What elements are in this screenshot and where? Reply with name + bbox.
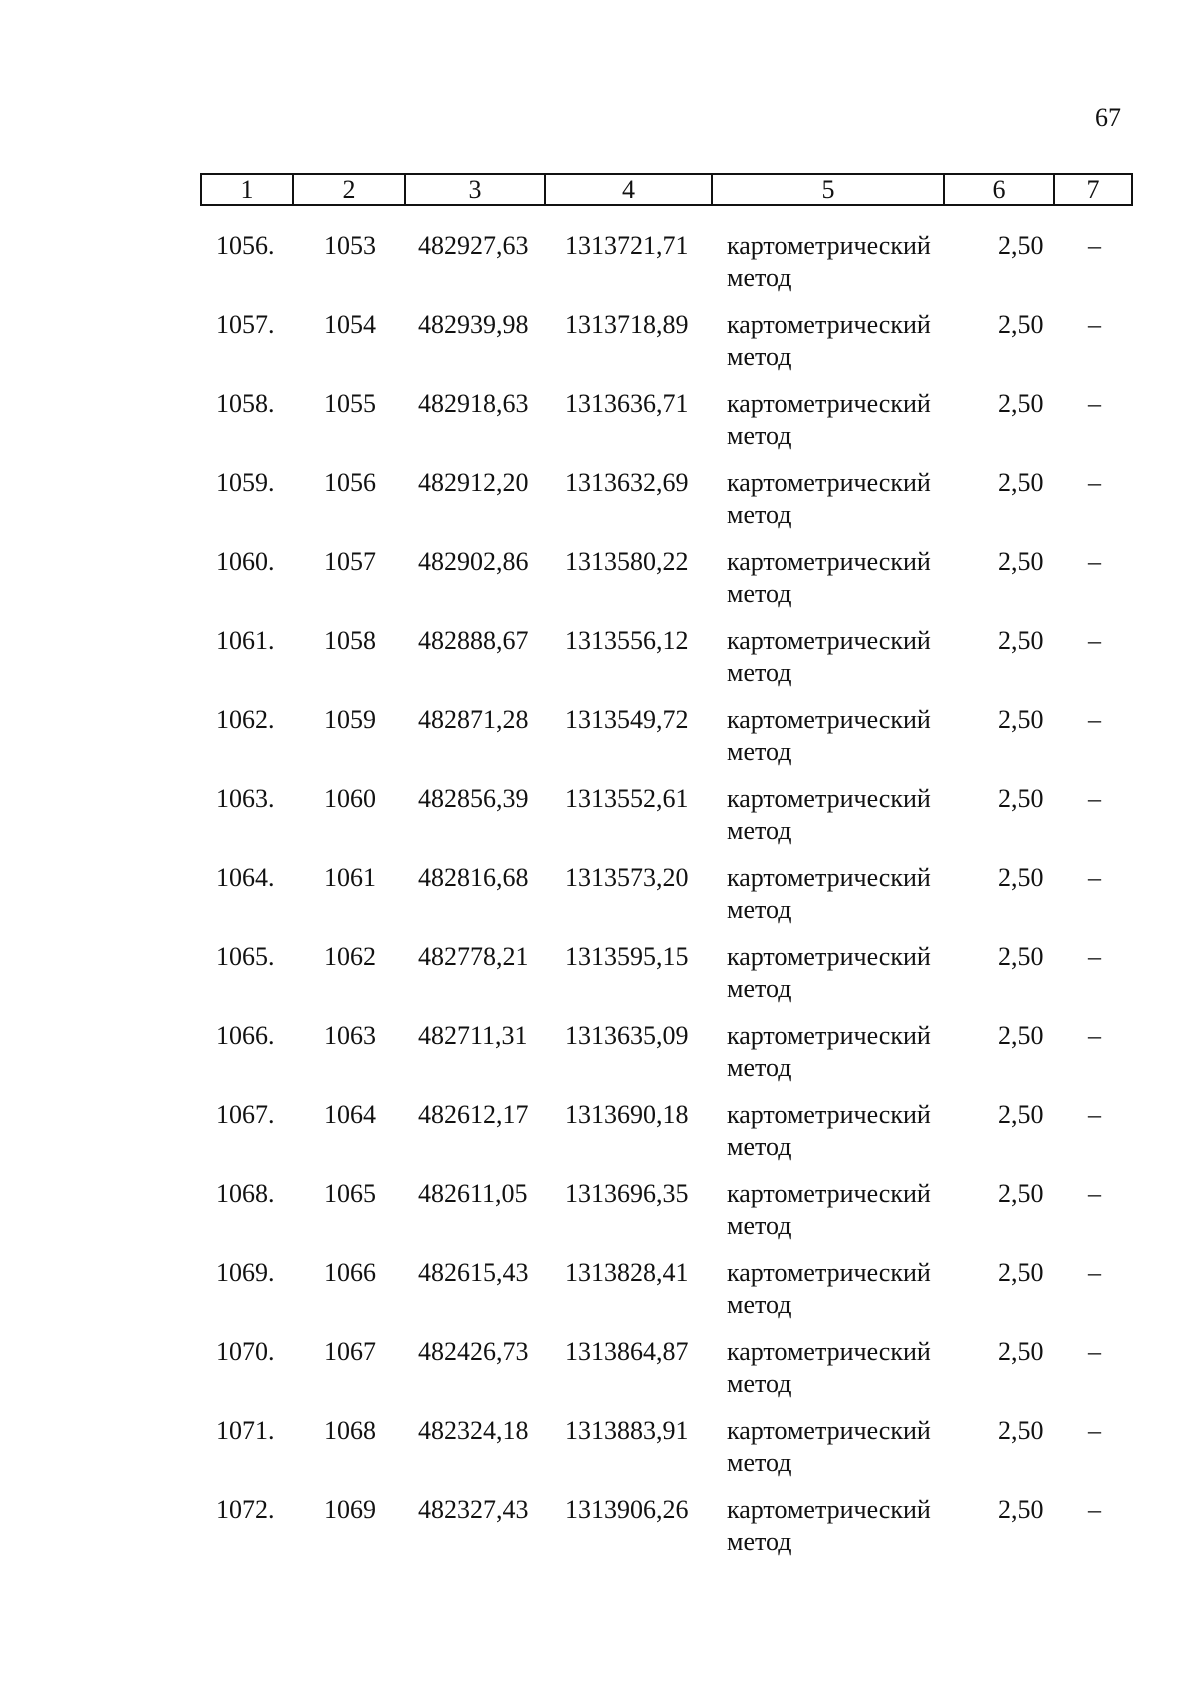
coordinate-x: 482888,67: [418, 626, 529, 655]
coordinate-x: 482902,86: [418, 547, 529, 576]
error-value: 2,50: [998, 626, 1044, 655]
method-line-1: картометрический: [727, 1021, 931, 1050]
table-row: [200, 1336, 1131, 1415]
coordinate-x: 482918,63: [418, 389, 529, 418]
point-number: 1059: [324, 705, 376, 734]
coordinate-y: 1313632,69: [565, 468, 689, 497]
table-row: [200, 1257, 1131, 1336]
coordinate-x: 482778,21: [418, 942, 529, 971]
error-value: 2,50: [998, 784, 1044, 813]
row-number: 1058.: [216, 389, 275, 418]
method-cell: [727, 941, 931, 1005]
point-number: 1053: [324, 231, 376, 260]
note-dash: –: [1088, 389, 1101, 418]
method-line-1: картометрический: [727, 705, 931, 734]
error-value: 2,50: [998, 1416, 1044, 1445]
point-number: 1067: [324, 1337, 376, 1366]
table-row: [200, 625, 1131, 704]
table-row: [200, 704, 1131, 783]
coordinate-y: 1313573,20: [565, 863, 689, 892]
method-line-1: картометрический: [727, 310, 931, 339]
note-dash: –: [1088, 1416, 1101, 1445]
coordinate-x: 482327,43: [418, 1495, 529, 1524]
point-number: 1068: [324, 1416, 376, 1445]
coordinate-y: 1313635,09: [565, 1021, 689, 1050]
row-number: 1059.: [216, 468, 275, 497]
coordinate-x: 482816,68: [418, 863, 529, 892]
coordinate-y: 1313556,12: [565, 626, 689, 655]
coordinate-x: 482856,39: [418, 784, 529, 813]
method-cell: [727, 1336, 931, 1400]
method-line-2: метод: [727, 500, 792, 529]
note-dash: –: [1088, 310, 1101, 339]
coordinate-y: 1313552,61: [565, 784, 689, 813]
method-cell: [727, 309, 931, 373]
table-row: [200, 1494, 1131, 1573]
method-cell: [727, 230, 931, 294]
method-line-2: метод: [727, 1211, 792, 1240]
method-cell: [727, 1494, 931, 1558]
method-line-2: метод: [727, 1053, 792, 1082]
note-dash: –: [1088, 1337, 1101, 1366]
row-number: 1065.: [216, 942, 275, 971]
coordinate-y: 1313580,22: [565, 547, 689, 576]
method-line-1: картометрический: [727, 1179, 931, 1208]
method-line-2: метод: [727, 1448, 792, 1477]
method-cell: [727, 704, 931, 768]
method-cell: [727, 546, 931, 610]
note-dash: –: [1088, 942, 1101, 971]
method-cell: [727, 1099, 931, 1163]
error-value: 2,50: [998, 863, 1044, 892]
point-number: 1055: [324, 389, 376, 418]
row-number: 1062.: [216, 705, 275, 734]
coordinate-x: 482871,28: [418, 705, 529, 734]
coordinate-y: 1313883,91: [565, 1416, 689, 1445]
row-number: 1064.: [216, 863, 275, 892]
row-number: 1071.: [216, 1416, 275, 1445]
note-dash: –: [1088, 1100, 1101, 1129]
column-header-row: [201, 174, 1132, 205]
table-row: [200, 309, 1131, 388]
error-value: 2,50: [998, 1100, 1044, 1129]
error-value: 2,50: [998, 1179, 1044, 1208]
coordinate-y: 1313721,71: [565, 231, 689, 260]
method-line-1: картометрический: [727, 547, 931, 576]
point-number: 1065: [324, 1179, 376, 1208]
error-value: 2,50: [998, 1495, 1044, 1524]
method-line-2: метод: [727, 974, 792, 1003]
error-value: 2,50: [998, 468, 1044, 497]
method-cell: [727, 388, 931, 452]
row-number: 1061.: [216, 626, 275, 655]
method-line-2: метод: [727, 658, 792, 687]
method-cell: [727, 1020, 931, 1084]
coordinate-y: 1313595,15: [565, 942, 689, 971]
method-line-1: картометрический: [727, 1100, 931, 1129]
method-cell: [727, 467, 931, 531]
coordinates-table-body: [200, 230, 1131, 1573]
table-row: [200, 1415, 1131, 1494]
row-number: 1066.: [216, 1021, 275, 1050]
error-value: 2,50: [998, 705, 1044, 734]
coordinate-x: 482912,20: [418, 468, 529, 497]
note-dash: –: [1088, 784, 1101, 813]
method-line-2: метод: [727, 579, 792, 608]
row-number: 1063.: [216, 784, 275, 813]
method-cell: [727, 1178, 931, 1242]
column-header-2: 2: [293, 174, 405, 205]
method-cell: [727, 783, 931, 847]
row-number: 1056.: [216, 231, 275, 260]
note-dash: –: [1088, 705, 1101, 734]
error-value: 2,50: [998, 547, 1044, 576]
column-header-3: 3: [405, 174, 545, 205]
table-row: [200, 862, 1131, 941]
point-number: 1058: [324, 626, 376, 655]
error-value: 2,50: [998, 1337, 1044, 1366]
error-value: 2,50: [998, 1258, 1044, 1287]
method-line-1: картометрический: [727, 1495, 931, 1524]
method-line-2: метод: [727, 1132, 792, 1161]
coordinate-x: 482615,43: [418, 1258, 529, 1287]
method-cell: [727, 625, 931, 689]
column-header-6: 6: [944, 174, 1054, 205]
row-number: 1072.: [216, 1495, 275, 1524]
method-cell: [727, 1415, 931, 1479]
method-line-1: картометрический: [727, 626, 931, 655]
method-line-1: картометрический: [727, 863, 931, 892]
method-line-2: метод: [727, 1290, 792, 1319]
error-value: 2,50: [998, 389, 1044, 418]
method-line-2: метод: [727, 737, 792, 766]
table-row: [200, 1178, 1131, 1257]
table-row: [200, 546, 1131, 625]
table-row: [200, 941, 1131, 1020]
coordinate-x: 482611,05: [418, 1179, 528, 1208]
row-number: 1070.: [216, 1337, 275, 1366]
row-number: 1057.: [216, 310, 275, 339]
coordinate-y: 1313549,72: [565, 705, 689, 734]
column-header-1: 1: [201, 174, 293, 205]
method-line-2: метод: [727, 816, 792, 845]
row-number: 1068.: [216, 1179, 275, 1208]
coordinate-x: 482939,98: [418, 310, 529, 339]
row-number: 1060.: [216, 547, 275, 576]
point-number: 1062: [324, 942, 376, 971]
coordinate-x: 482711,31: [418, 1021, 528, 1050]
note-dash: –: [1088, 231, 1101, 260]
table-row: [200, 467, 1131, 546]
method-cell: [727, 1257, 931, 1321]
error-value: 2,50: [998, 1021, 1044, 1050]
coordinate-y: 1313636,71: [565, 389, 689, 418]
method-line-1: картометрический: [727, 1416, 931, 1445]
note-dash: –: [1088, 1179, 1101, 1208]
coordinate-x: 482927,63: [418, 231, 529, 260]
note-dash: –: [1088, 626, 1101, 655]
point-number: 1064: [324, 1100, 376, 1129]
error-value: 2,50: [998, 942, 1044, 971]
point-number: 1057: [324, 547, 376, 576]
note-dash: –: [1088, 547, 1101, 576]
method-line-1: картометрический: [727, 942, 931, 971]
coordinate-x: 482612,17: [418, 1100, 529, 1129]
table-row: [200, 783, 1131, 862]
table-row: [200, 1020, 1131, 1099]
point-number: 1069: [324, 1495, 376, 1524]
column-header-4: 4: [545, 174, 712, 205]
note-dash: –: [1088, 468, 1101, 497]
column-header-7: 7: [1054, 174, 1132, 205]
method-line-2: метод: [727, 342, 792, 371]
table-row: [200, 1099, 1131, 1178]
error-value: 2,50: [998, 310, 1044, 339]
point-number: 1060: [324, 784, 376, 813]
coordinate-y: 1313864,87: [565, 1337, 689, 1366]
coordinate-y: 1313906,26: [565, 1495, 689, 1524]
note-dash: –: [1088, 1021, 1101, 1050]
method-line-1: картометрический: [727, 784, 931, 813]
note-dash: –: [1088, 863, 1101, 892]
method-line-1: картометрический: [727, 1337, 931, 1366]
method-line-2: метод: [727, 1369, 792, 1398]
method-line-2: метод: [727, 895, 792, 924]
method-cell: [727, 862, 931, 926]
note-dash: –: [1088, 1495, 1101, 1524]
point-number: 1061: [324, 863, 376, 892]
method-line-1: картометрический: [727, 468, 931, 497]
point-number: 1063: [324, 1021, 376, 1050]
point-number: 1066: [324, 1258, 376, 1287]
error-value: 2,50: [998, 231, 1044, 260]
note-dash: –: [1088, 1258, 1101, 1287]
column-header-table: [200, 173, 1133, 206]
coordinate-x: 482324,18: [418, 1416, 529, 1445]
coordinate-y: 1313828,41: [565, 1258, 689, 1287]
row-number: 1069.: [216, 1258, 275, 1287]
method-line-2: метод: [727, 421, 792, 450]
coordinate-x: 482426,73: [418, 1337, 529, 1366]
table-row: [200, 388, 1131, 467]
point-number: 1056: [324, 468, 376, 497]
table-row: [200, 230, 1131, 309]
method-line-2: метод: [727, 1527, 792, 1556]
row-number: 1067.: [216, 1100, 275, 1129]
method-line-1: картометрический: [727, 231, 931, 260]
method-line-1: картометрический: [727, 389, 931, 418]
coordinate-y: 1313690,18: [565, 1100, 689, 1129]
point-number: 1054: [324, 310, 376, 339]
page-number: 67: [1095, 103, 1121, 132]
coordinate-y: 1313718,89: [565, 310, 689, 339]
method-line-1: картометрический: [727, 1258, 931, 1287]
column-header-5: 5: [712, 174, 944, 205]
method-line-2: метод: [727, 263, 792, 292]
coordinate-y: 1313696,35: [565, 1179, 689, 1208]
